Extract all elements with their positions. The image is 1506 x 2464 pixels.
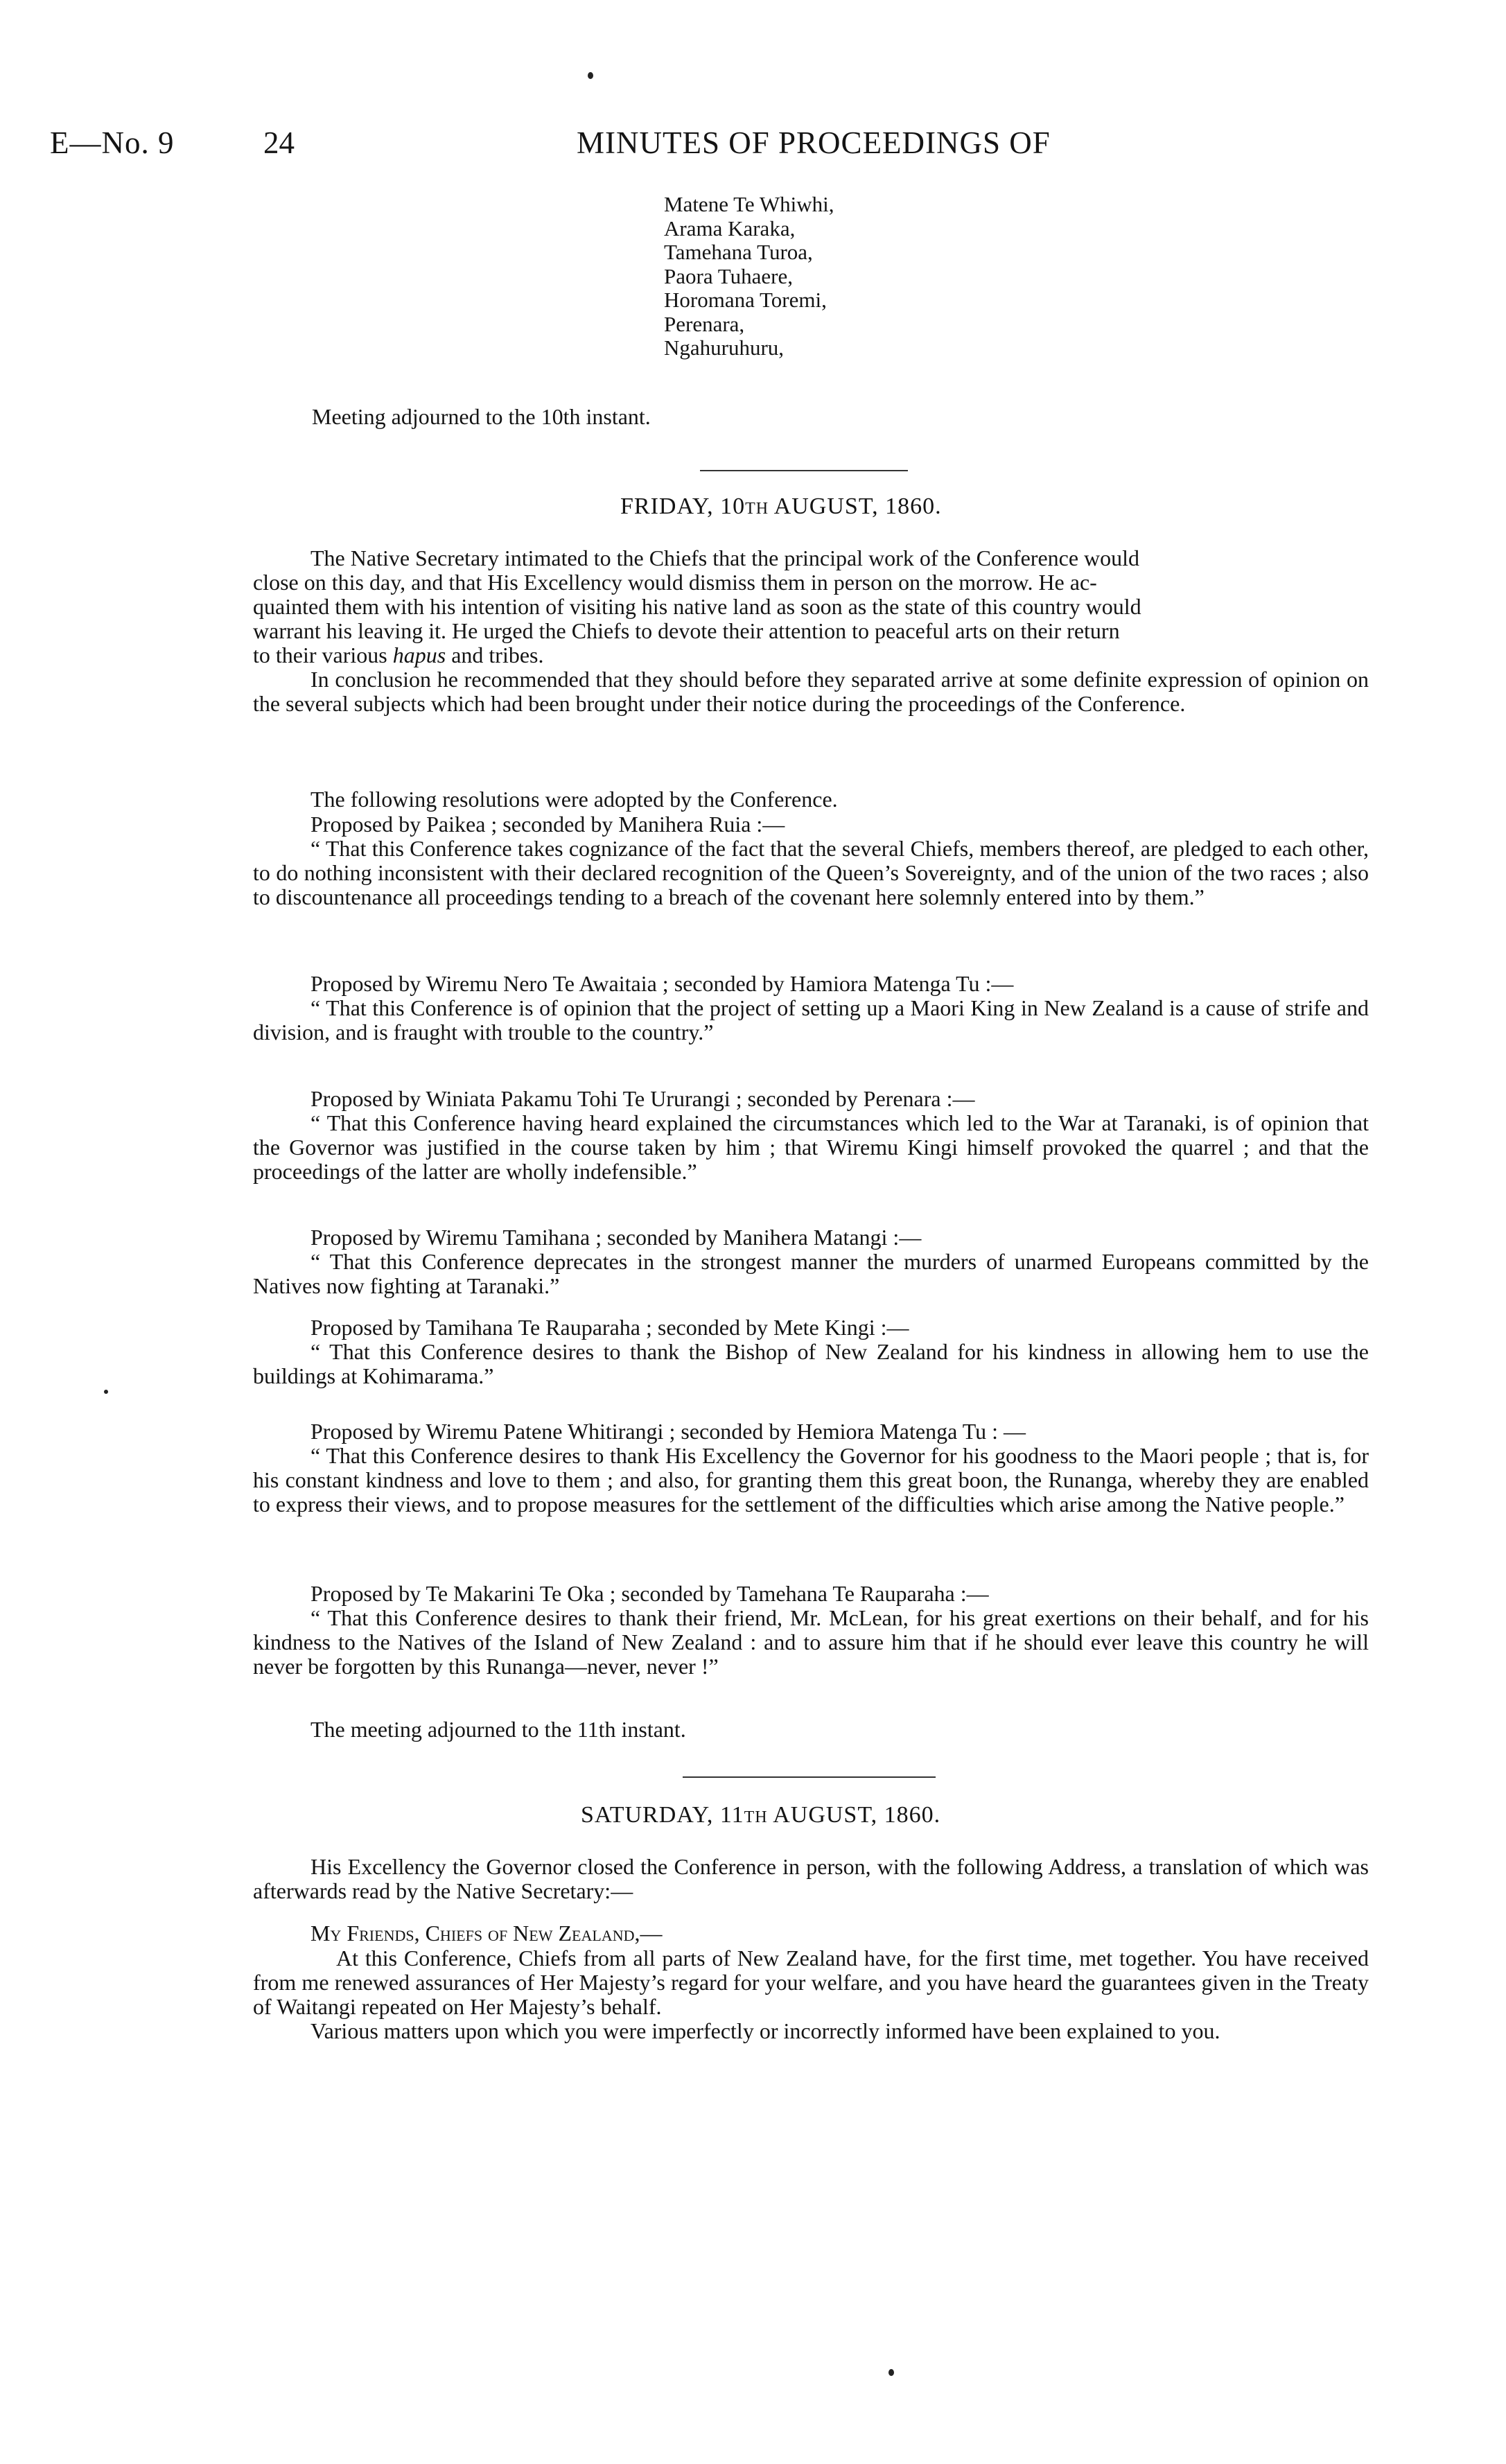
attendee-list <box>664 193 834 360</box>
section-heading-friday <box>620 493 942 520</box>
resolution-proposer: Proposed by Te Makarini Te Oka ; seconded by Tamehana Te Rauparaha :— <box>310 1581 989 1606</box>
paragraph: At this Conference, Chiefs from all parts of New Zealand have, for the first time, met together. You have received from me renewed assurances of Her Majesty’s regard for your welfare, and you have heard the guarantees given in the Treaty of Waitangi repeated on Her Majesty’s behalf. <box>253 1946 1369 2019</box>
emphasis-text: hapus <box>392 643 446 667</box>
heading-text: FRIDAY, 10 <box>620 493 746 519</box>
attendee-name: Perenara, <box>664 311 745 336</box>
resolution-proposer: Proposed by Tamihana Te Rauparaha ; seconded by Mete Kingi :— <box>310 1315 909 1340</box>
paragraph: Various matters upon which you were imperfectly or incorrectly informed have been explained to you. <box>310 2018 1220 2043</box>
text-line: quainted them with his intention of visiting his native land as soon as the state of this country would <box>253 594 1141 619</box>
section-divider <box>700 470 908 471</box>
heading-text: AUGUST, 1860. <box>769 493 942 519</box>
attendee-name: Tamehana Turoa, <box>664 240 813 264</box>
resolution-text: “ That this Conference desires to thank the Bishop of New Zealand for his kindness in allowing hem to use the buildings at Kohimarama.” <box>253 1339 1369 1388</box>
resolution-text: “ That this Conference is of opinion that the project of setting up a Maori King in New Zealand is a cause of strife and division, and is fraught with trouble to the country.” <box>253 995 1369 1045</box>
text-span: and tribes. <box>446 643 544 667</box>
resolution-text: “ That this Conference desires to thank their friend, Mr. McLean, for his great exertions on their behalf, and for his kindness to the Natives of the Island of New Zealand : and to assure him that if he should ever leave this country he will never be forgotten by this Runanga—never, never !” <box>253 1605 1369 1679</box>
adjournment-note: Meeting adjourned to the 10th instant. <box>312 404 651 429</box>
resolution <box>253 1582 1369 1679</box>
text-span: to their various <box>253 643 393 667</box>
text-line: close on this day, and that His Excellency would dismiss them in person on the morrow. He ac- <box>253 570 1097 595</box>
resolution-proposer: Proposed by Wiremu Patene Whitirangi ; seconded by Hemiora Matenga Tu : — <box>310 1419 1026 1444</box>
text-line <box>253 643 1369 667</box>
paragraph: The following resolutions were adopted by the Conference. <box>310 787 838 812</box>
text-line: The Native Secretary intimated to the Chiefs that the principal work of the Conference would <box>310 545 1140 570</box>
section-heading-saturday <box>581 1802 940 1828</box>
resolution-text: “ That this Conference takes cognizance of the fact that the several Chiefs, members thereof, are pledged to each other, to do nothing inconsistent with their declared recognition of the Queen’s Sovereignty, and of the union of the two races ; also to discountenance all proceedings tending to a breach of the covenant here solemnly entered into by them.” <box>253 836 1369 909</box>
resolution-proposer: Proposed by Wiremu Tamihana ; seconded by Manihera Matangi :— <box>310 1225 922 1250</box>
address-salutation: My Friends, Chiefs of New Zealand,— <box>310 1921 663 1946</box>
resolution-proposer: Proposed by Wiremu Nero Te Awaitaia ; seconded by Hamiora Matenga Tu :— <box>310 971 1014 996</box>
attendee-name: Matene Te Whiwhi, <box>664 192 834 216</box>
page-number: 24 <box>263 125 295 160</box>
resolution <box>253 1419 1369 1517</box>
resolution <box>253 972 1369 1045</box>
section-divider <box>683 1776 936 1778</box>
resolution-proposer: Proposed by Winiata Pakamu Tohi Te Ururangi ; seconded by Perenara :— <box>310 1086 975 1111</box>
paper-reference: E—No. 9 <box>50 125 175 160</box>
running-header <box>50 125 1367 173</box>
heading-text: AUGUST, 1860. <box>767 1802 941 1828</box>
heading-text: SATURDAY, 11 <box>581 1802 744 1828</box>
heading-ordinal: TH <box>744 1808 768 1826</box>
paragraph <box>253 546 1369 667</box>
attendee-name: Paora Tuhaere, <box>664 263 793 288</box>
resolution-text: “ That this Conference having heard explained the circumstances which led to the War at Taranaki, is of opinion that the Governor was justified in the course taken by him ; that Wiremu Kingi himself provoked the quarrel ; and that the proceedings of the latter are wholly indefensible.” <box>253 1110 1369 1184</box>
resolution <box>253 1225 1369 1298</box>
resolution-text: “ That this Conference desires to thank His Excellency the Governor for his goodness to the Maori people ; that is, for his constant kindness and love to them ; and also, for granting them this great boon, the Runanga, whereby they are enabled to express their views, and to propose measures for the settlement of the difficulties which arise among the Native people.” <box>253 1443 1369 1517</box>
attendee-name: Arama Karaka, <box>664 216 796 241</box>
speck-mark <box>888 2369 894 2376</box>
resolution-proposer: Proposed by Paikea ; seconded by Manihera Ruia :— <box>310 812 785 837</box>
speck-mark <box>588 72 593 79</box>
speck-mark <box>104 1390 108 1394</box>
paragraph: His Excellency the Governor closed the Conference in person, with the following Address, a translation of which was afterwards read by the Native Secretary:— <box>253 1854 1369 1903</box>
resolution <box>253 1087 1369 1184</box>
resolution-text: “ That this Conference deprecates in the strongest manner the murders of unarmed Europeans committed by the Natives now fighting at Taranaki.” <box>253 1249 1369 1298</box>
attendee-name: Horomana Toremi, <box>664 288 827 312</box>
resolution <box>253 1316 1369 1388</box>
paragraph: In conclusion he recommended that they should before they separated arrive at some definite expression of opinion on the several subjects which had been brought under their notice during the proceedings of the Conference. <box>253 667 1369 716</box>
resolution <box>253 812 1369 909</box>
text-line: warrant his leaving it. He urged the Chiefs to devote their attention to peaceful arts on their return <box>253 618 1120 643</box>
adjournment-note: The meeting adjourned to the 11th instant. <box>310 1717 686 1742</box>
heading-ordinal: TH <box>745 500 769 518</box>
attendee-name: Ngahuruhuru, <box>664 335 785 360</box>
page-title: MINUTES OF PROCEEDINGS OF <box>577 125 1051 160</box>
